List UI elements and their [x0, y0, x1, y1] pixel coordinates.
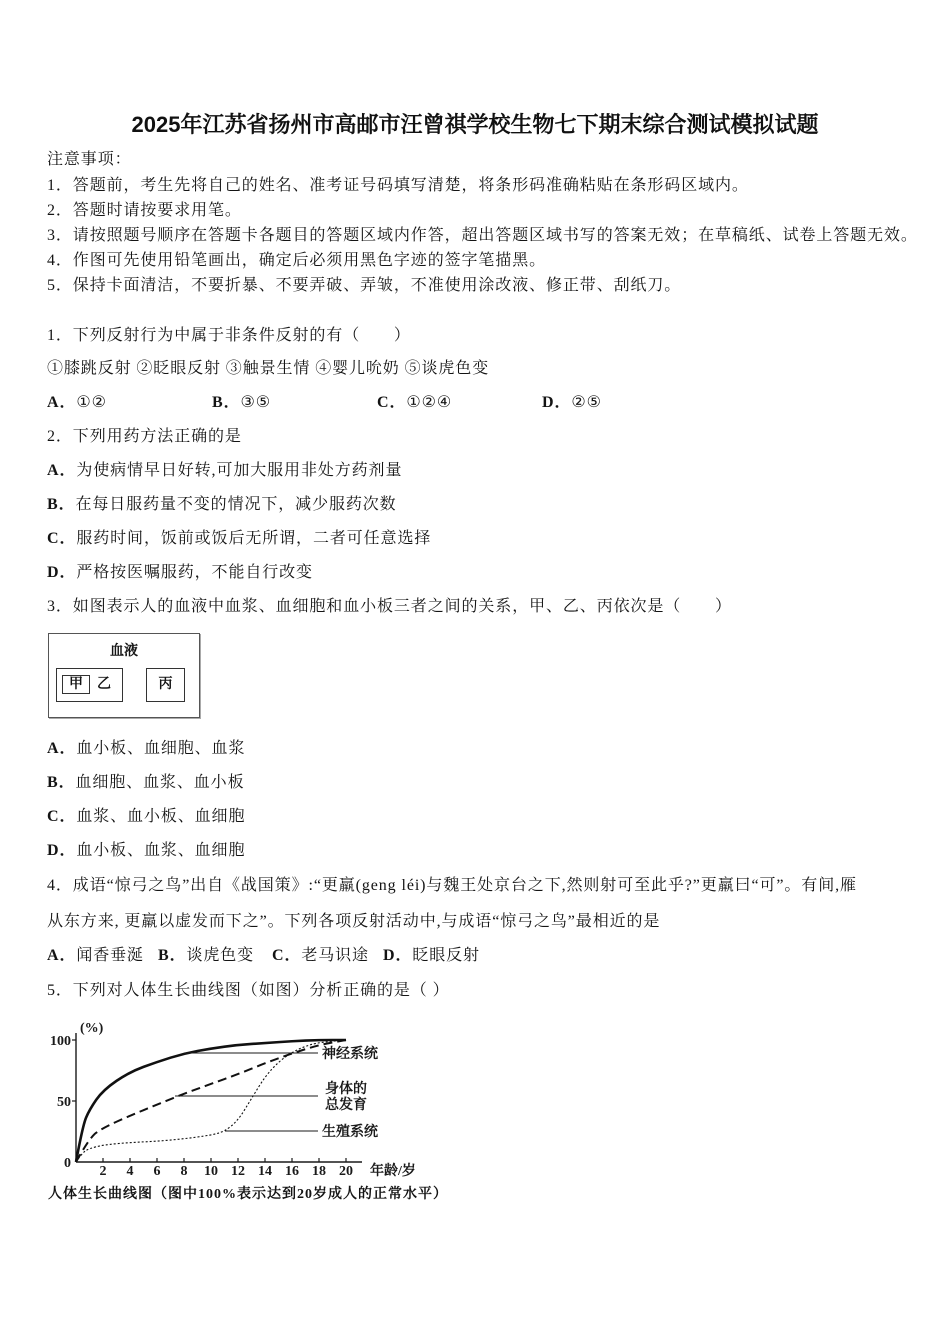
axis-ticks — [50, 1034, 353, 1179]
q2-option-b — [47, 495, 397, 515]
x-tick-label: 16 — [285, 1164, 299, 1179]
q1-option-b — [212, 393, 271, 413]
q3-option-b — [47, 773, 245, 793]
option-text: 血小板、血细胞、血浆 — [76, 740, 246, 757]
option-text: 血浆、血小板、血细胞 — [76, 808, 246, 825]
q2-option-d — [47, 563, 313, 583]
option-letter: D． — [47, 564, 77, 581]
option-letter: C． — [377, 394, 407, 411]
x-tick-label: 20 — [339, 1164, 353, 1179]
option-text: 为使病情早日好转,可加大服用非处方药剂量 — [76, 462, 403, 479]
option-text: 血细胞、血浆、血小板 — [75, 774, 245, 791]
q4-option-b — [158, 946, 254, 966]
diagram-label-blood: 血液 — [110, 644, 138, 659]
x-tick-label: 6 — [153, 1164, 161, 1179]
x-tick-label: 18 — [312, 1164, 326, 1179]
option-letter: A． — [47, 740, 77, 757]
series-label-nervous-system: 神经系统 — [322, 1047, 378, 1062]
diagram-box-left — [56, 668, 123, 702]
series-label-overall-development: 身体的 — [325, 1082, 367, 1097]
nervous-system-curve — [76, 1040, 346, 1162]
q1-statements: ①膝跳反射 ②眨眼反射 ③触景生情 ④婴儿吮奶 ⑤谈虎色变 — [47, 360, 490, 377]
q1-option-c — [377, 393, 452, 413]
option-text: 眨眼反射 — [412, 947, 480, 964]
x-tick-label: 14 — [258, 1164, 272, 1179]
x-tick-label: 2 — [99, 1164, 107, 1179]
option-letter: A． — [47, 947, 77, 964]
x-tick-label: 4 — [126, 1164, 134, 1179]
option-text: ①② — [76, 394, 107, 411]
q1-option-d — [542, 393, 602, 413]
series-label-reproductive-system: 生殖系统 — [322, 1125, 378, 1140]
q4-option-a — [47, 946, 144, 966]
option-text: 闻香垂涎 — [76, 947, 144, 964]
notice-item: 4．作图可先使用铅笔画出，确定后必须用黑色字迹的签字笔描黑。 — [47, 252, 547, 269]
option-letter: D． — [383, 947, 413, 964]
option-text: 服药时间，饭前或饭后无所谓，二者可任意选择 — [76, 530, 432, 547]
x-tick-label: 10 — [204, 1164, 218, 1179]
q1-option-a — [47, 393, 107, 413]
option-text: 谈虎色变 — [186, 947, 255, 964]
q4-option-c — [272, 946, 369, 966]
growth-curves — [76, 1040, 346, 1162]
notice-heading: 注意事项： — [47, 151, 132, 168]
option-letter: D． — [542, 394, 572, 411]
option-text: 老马识途 — [301, 947, 369, 964]
series-label-overall-development: 总发育 — [325, 1098, 367, 1113]
overall-development-curve — [76, 1040, 346, 1162]
notice-item: 5．保持卡面清洁，不要折暴、不要弄破、弄皱，不准使用涂改液、修正带、刮纸刀。 — [47, 277, 682, 294]
q3-stem: 3．如图表示人的血液中血浆、血细胞和血小板三者之间的关系，甲、乙、丙依次是（ ） — [47, 598, 732, 615]
q2-option-a — [47, 461, 402, 481]
q4-stem-line: 4．成语“惊弓之鸟”出自《战国策》:“更羸(geng léi)与魏王处京台之下,然则射可至此乎?”更羸曰“可”。有间,雁 — [47, 877, 857, 894]
option-text: 血小板、血浆、血细胞 — [76, 842, 246, 859]
option-letter: B． — [158, 947, 187, 964]
option-letter: D． — [47, 842, 77, 859]
option-text: 在每日服药量不变的情况下，减少服药次数 — [75, 496, 397, 513]
option-letter: B． — [212, 394, 241, 411]
option-text: 严格按医嘱服药，不能自行改变 — [76, 564, 313, 581]
diagram-label-jia: 甲 — [62, 675, 90, 694]
page-title: 2025年江苏省扬州市高邮市汪曾祺学校生物七下期末综合测试模拟试题 — [131, 112, 819, 137]
blood-composition-diagram — [48, 633, 200, 718]
option-letter: A． — [47, 462, 77, 479]
y-tick-label: 0 — [64, 1156, 71, 1171]
notice-item: 1．答题前，考生先将自己的姓名、准考证号码填写清楚，将条形码准确粘贴在条形码区域内。 — [47, 177, 749, 194]
y-axis-unit: (%) — [80, 1021, 104, 1036]
notice-item: 3．请按照题号顺序在答题卡各题目的答题区域内作答，超出答题区域书写的答案无效；在草稿纸、试卷上答题无效。 — [47, 227, 918, 244]
option-text: ①②④ — [406, 394, 453, 411]
q1-stem: 1．下列反射行为中属于非条件反射的有（ ） — [47, 327, 411, 344]
x-tick-label: 12 — [231, 1164, 245, 1179]
q3-option-d — [47, 841, 245, 861]
option-letter: C． — [47, 808, 77, 825]
q4-stem-line: 从东方来, 更羸以虚发而下之”。下列各项反射活动中,与成语“惊弓之鸟”最相近的是 — [47, 913, 661, 930]
x-axis-label: 年龄/岁 — [370, 1164, 416, 1179]
figure-caption: 人体生长曲线图（图中100%表示达到20岁成人的正常水平） — [48, 1187, 448, 1202]
q4-option-d — [383, 946, 480, 966]
option-letter: B． — [47, 774, 76, 791]
x-tick-label: 8 — [180, 1164, 188, 1179]
q3-option-c — [47, 807, 245, 827]
q2-option-c — [47, 529, 431, 549]
option-letter: B． — [47, 496, 76, 513]
q5-stem: 5．下列对人体生长曲线图（如图）分析正确的是（ ） — [47, 982, 450, 999]
q2-stem: 2．下列用药方法正确的是 — [47, 428, 242, 445]
notice-item: 2．答题时请按要求用笔。 — [47, 202, 242, 219]
option-text: ②⑤ — [571, 394, 602, 411]
y-tick-label: 50 — [57, 1095, 71, 1110]
option-text: ③⑤ — [240, 394, 271, 411]
q3-option-a — [47, 739, 245, 759]
reproductive-system-curve — [76, 1040, 346, 1162]
diagram-label-yi: 乙 — [97, 677, 111, 692]
diagram-label-bing: 丙 — [146, 668, 185, 702]
option-letter: A． — [47, 394, 77, 411]
option-letter: C． — [272, 947, 302, 964]
option-letter: C． — [47, 530, 77, 547]
y-tick-label: 100 — [50, 1034, 71, 1049]
growth-curve-chart — [0, 1015, 480, 1185]
